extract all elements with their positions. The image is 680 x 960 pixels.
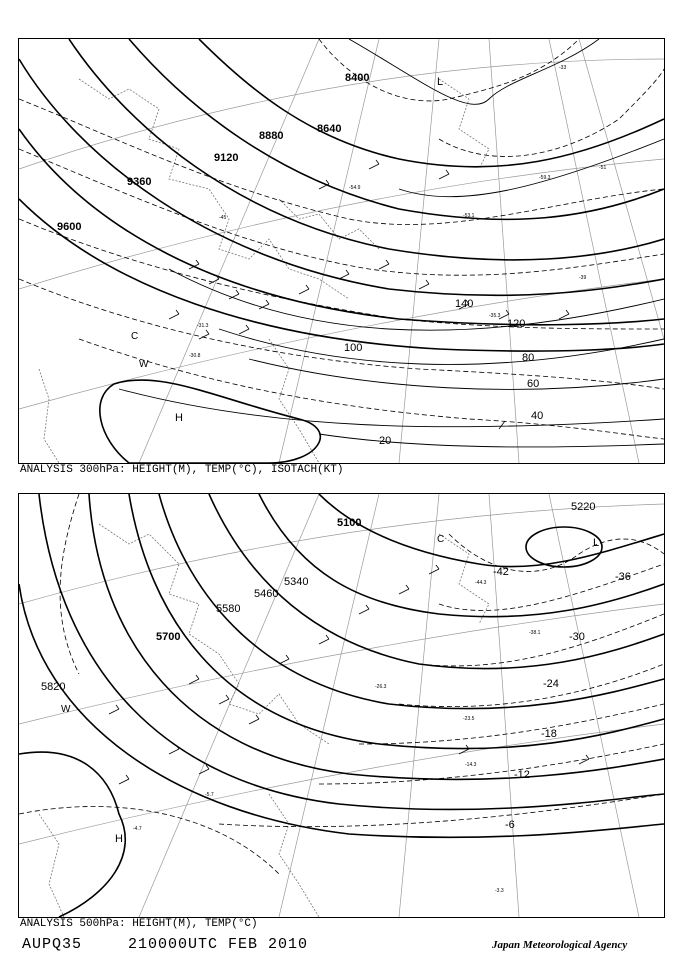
lower-temp-label: -18	[541, 728, 557, 740]
warm-symbol: W	[139, 359, 149, 370]
lower-pressure-symbols	[61, 534, 599, 845]
high-pressure-symbol: H	[115, 833, 123, 845]
upper-isotach-label: 60	[527, 378, 540, 390]
upper-chart-panel	[18, 38, 665, 464]
lower-height-label: 5340	[284, 576, 309, 588]
upper-graticule	[19, 39, 664, 463]
upper-panel-caption: ANALYSIS 300hPa: HEIGHT(M), TEMP(°C), ISOTACH(KT)	[20, 464, 344, 476]
upper-height-label: 8400	[345, 72, 370, 84]
agency-name: Japan Meteorological Agency	[492, 939, 628, 951]
lower-height-label: 5100	[337, 517, 362, 529]
cold-symbol: C	[131, 331, 139, 342]
lower-isotherms	[19, 494, 664, 874]
upper-height-label: 8640	[317, 123, 342, 135]
high-pressure-symbol: H	[175, 412, 183, 424]
upper-isotach-label: 40	[531, 410, 544, 422]
upper-temp-label: -51	[599, 165, 607, 171]
lower-temp-label: -38.1	[529, 630, 541, 636]
upper-chart-svg	[19, 39, 664, 463]
low-pressure-symbol: L	[437, 76, 444, 88]
upper-temp-label: -31.3	[197, 323, 209, 329]
upper-height-contours	[19, 39, 664, 351]
upper-temp-label: -30.8	[189, 353, 201, 359]
lower-temp-label: -26.3	[375, 684, 387, 690]
upper-temp-labels	[189, 65, 606, 359]
lower-chart-svg	[19, 494, 664, 917]
lower-temp-label: -42	[493, 566, 509, 578]
lower-temp-label: -3.3	[495, 888, 504, 894]
upper-temp-label: -39	[579, 275, 587, 281]
lower-temp-label: -24	[543, 678, 559, 690]
upper-temp-label: -45	[219, 215, 227, 221]
upper-isotach-label: 100	[344, 342, 363, 354]
upper-isotachs	[119, 39, 664, 447]
lower-chart-panel	[18, 493, 665, 918]
upper-height-label: 9120	[214, 152, 239, 164]
lower-height-contours	[19, 494, 664, 837]
lower-panel-caption: ANALYSIS 500hPa: HEIGHT(M), TEMP(°C)	[20, 918, 258, 930]
product-code: AUPQ35	[22, 936, 83, 953]
upper-isotach-label: 20	[379, 435, 392, 447]
warm-symbol: W	[61, 704, 71, 715]
lower-temp-label: -12	[514, 769, 530, 781]
lower-height-label: 5820	[41, 681, 66, 693]
upper-isotach-label: 140	[455, 298, 474, 310]
lower-graticule	[19, 494, 664, 917]
upper-temp-label: -54.9	[349, 185, 361, 191]
lower-height-label: 5460	[254, 588, 279, 600]
lower-ridge-contour	[19, 752, 125, 917]
upper-temp-label: -35.3	[489, 313, 501, 319]
lower-temp-label: -30	[569, 631, 585, 643]
lower-temp-label: -6	[505, 819, 515, 831]
valid-time: 210000UTC FEB 2010	[128, 936, 309, 953]
upper-height-label: 9600	[57, 221, 82, 233]
lower-height-label: 5220	[571, 501, 596, 513]
lower-height-label: 5580	[216, 603, 241, 615]
lower-height-labels	[41, 501, 595, 693]
lower-height-label: 5700	[156, 631, 181, 643]
lower-temp-label: -44.3	[475, 580, 487, 586]
lower-temp-label: -36	[615, 571, 631, 583]
lower-temp-label: -23.5	[463, 716, 475, 722]
upper-temp-label: -53.1	[463, 213, 475, 219]
upper-height-labels	[57, 72, 369, 233]
low-pressure-symbol: L	[593, 537, 600, 549]
lower-temp-labels	[133, 566, 631, 894]
lower-temp-label: -14.3	[465, 762, 477, 768]
cold-symbol: C	[437, 534, 445, 545]
upper-temp-label: -33	[559, 65, 567, 71]
lower-temp-label: -5.7	[205, 792, 214, 798]
upper-isotach-label: 120	[507, 318, 526, 330]
upper-isotach-label: 80	[522, 352, 535, 364]
upper-isotach-labels	[344, 298, 543, 447]
upper-height-label: 8880	[259, 130, 284, 142]
upper-height-label: 9360	[127, 176, 152, 188]
lower-temp-label: -4.7	[133, 826, 142, 832]
upper-temp-label: -59.3	[539, 175, 551, 181]
